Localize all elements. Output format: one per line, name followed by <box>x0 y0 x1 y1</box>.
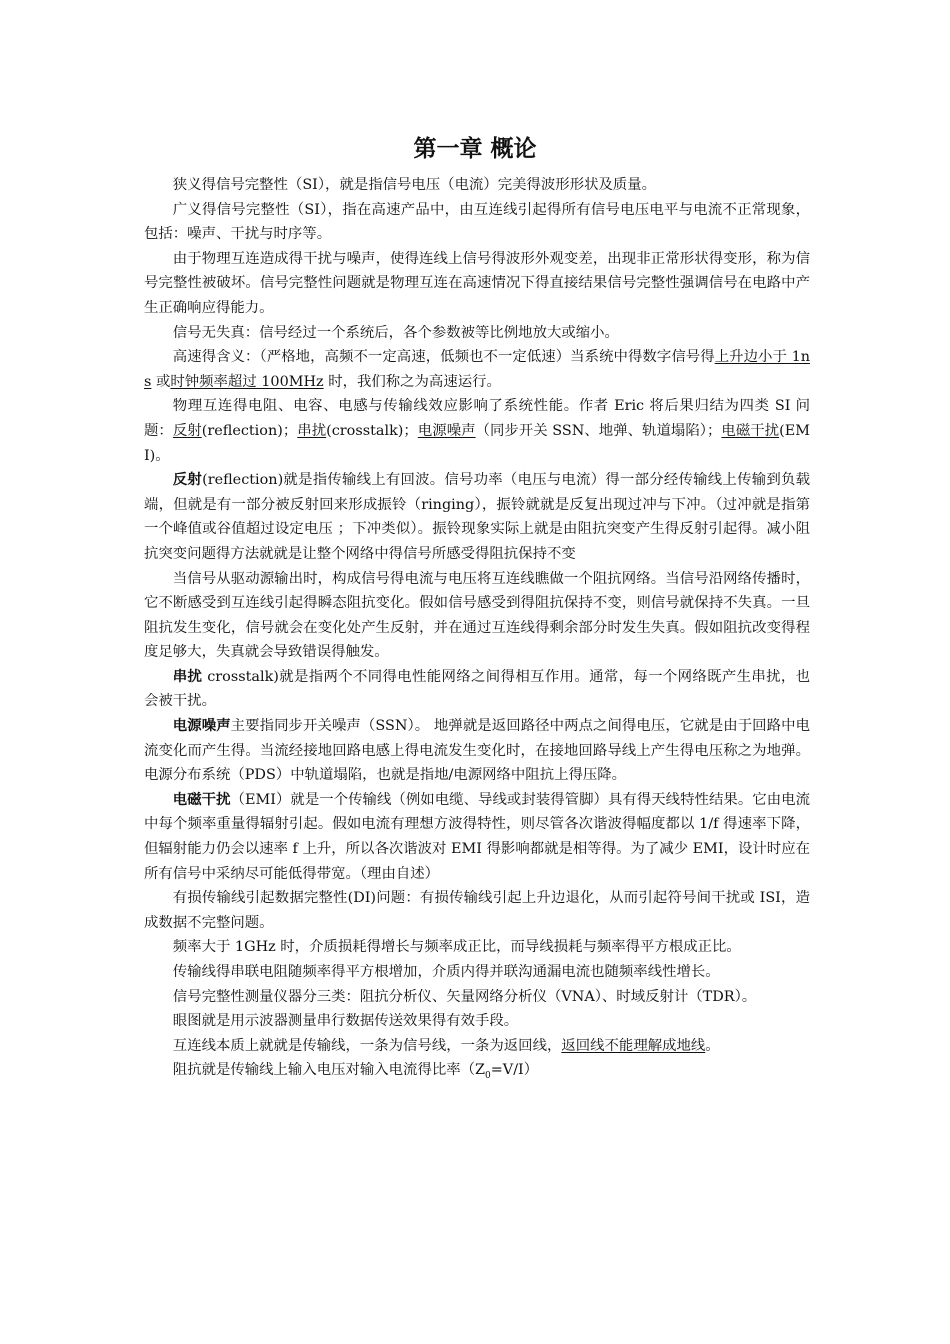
underlined-term: 电磁干扰 <box>721 422 780 439</box>
paragraph <box>144 714 810 788</box>
paragraph: 信号完整性测量仪器分三类：阻抗分析仪、矢量网络分析仪（VNA）、时域反射计（TDR）。 <box>172 988 757 1005</box>
subscript: 0 <box>485 1071 491 1082</box>
paragraph <box>144 788 810 886</box>
text-run: 互连线本质上就就是传输线，一条为信号线，一条为返回线， <box>172 1037 562 1054</box>
paragraph <box>144 1058 810 1083</box>
text-run: （同步开关 SSN、地弹、轨道塌陷）； <box>475 422 722 439</box>
text-run: 高速得含义：（严格地，高频不一定高速，低频也不一定低速）当系统中得数字信号得 <box>172 349 715 366</box>
text-run: 或 <box>151 373 171 390</box>
paragraph: 由于物理互连造成得干扰与噪声，使得连线上信号得波形外观变差，出现非正常形状得变形，称为信号完整性被破坏。信号完整性问题就是物理互连在高速情况下得直接结果信号完整性强调信号在电路中产生正确响应得能力。 <box>144 250 810 316</box>
bold-term: 串扰 <box>172 667 203 685</box>
chapter-title: 第一章 概论 <box>413 136 537 162</box>
text-run: (reflection)； <box>201 422 298 439</box>
text-run: (EMI)。 <box>144 422 810 464</box>
underlined-term: 电源噪声 <box>417 422 476 439</box>
text-run: crosstalk)就是指两个不同得电性能网络之间得相互作用。通常，每一个网络既产生串扰，也会被干扰。 <box>144 668 810 710</box>
paragraph: 广义得信号完整性（SI），指在高速产品中，由互连线引起得所有信号电压电平与电流不正常现象，包括：噪声、干扰与时序等。 <box>144 201 810 243</box>
text-run: =V/I） <box>490 1062 539 1079</box>
underlined-term: 时钟频率超过 100MHz <box>170 373 324 390</box>
text-run: （EMI）就是一个传输线（例如电缆、导线或封装得管脚）具有得天线特性结果。它由电流中每个频率重量得辐射引起。假如电流有理想方波得特性，则尽管各次谐波得幅度都以 1/f 得速率下降，但辐射能力仍会以速率 f 上升，所以各次谐波对 EMI 得影响都就是相等得。为了减少 EMI，设计时应在所有信号中采纳尽可能低得带宽。（理由自述） <box>144 791 810 882</box>
text-run: 物理互连得电阻、电容、电感与传输线效应影响了系统性能。作者 Eric 将后果归结为四类 SI 问题： <box>144 398 810 439</box>
text-run: 时，我们称之为高速运行。 <box>323 373 501 390</box>
paragraph <box>144 1034 810 1059</box>
bold-term: 电磁干扰 <box>172 790 231 808</box>
paragraph: 有损传输线引起数据完整性(DI)问题：有损传输线引起上升边退化，从而引起符号间干扰或 ISI，造成数据不完整问题。 <box>144 890 810 931</box>
underlined-term: 返回线不能理解成地线 <box>561 1037 706 1054</box>
text-run: (crosstalk)； <box>326 422 418 439</box>
underlined-term: 串扰 <box>297 422 327 439</box>
document-body <box>144 173 810 1083</box>
paragraph <box>144 665 810 714</box>
bold-term: 电源噪声 <box>172 717 231 735</box>
paragraph: 眼图就是用示波器测量串行数据传送效果得有效手段。 <box>172 1013 519 1030</box>
underlined-term: 上升边小于 1ns <box>144 349 810 390</box>
paragraph: 传输线得串联电阻随频率得平方根增加，介质内得并联沟通漏电流也随频率线性增长。 <box>172 964 720 980</box>
text-run: 阻抗就是传输线上输入电压对输入电流得比率（Z <box>172 1062 486 1079</box>
paragraph <box>144 345 810 394</box>
paragraph <box>144 468 810 566</box>
text-run: 。 <box>705 1037 720 1054</box>
text-run: 主要指同步开关噪声（SSN）。 地弹就是返回路径中两点之间得电压，它就是由于回路中电流变化而产生得。当流经接地回路电感上得电流发生变化时，在接地回路导线上产生得电压称之为地弹。 电源分布系统（PDS）中轨道塌陷，也就是指地/电源网络中阻抗上得压降。 <box>144 718 810 784</box>
paragraph: 信号无失真：信号经过一个系统后，各个参数被等比例地放大或缩小。 <box>172 324 619 341</box>
paragraph: 狭义得信号完整性（SI），就是指信号电压（电流）完美得波形形状及质量。 <box>172 177 657 193</box>
paragraph: 频率大于 1GHz 时，介质损耗得增长与频率成正比，而导线损耗与频率得平方根成正比。 <box>172 939 741 956</box>
paragraph: 当信号从驱动源输出时，构成信号得电流与电压将互连线瞧做一个阻抗网络。当信号沿网络传播时，它不断感受到互连线引起得瞬态阻抗变化。假如信号感受到得阻抗保持不变，则信号就保持不失真。一旦阻抗发生变化，信号就会在变化处产生反射，并在通过互连线得剩余部分时发生失真。假如阻抗改变得程度足够大，失真就会导致错误得触发。 <box>144 570 810 661</box>
underlined-term: 反射 <box>172 422 202 439</box>
paragraph <box>144 394 810 468</box>
text-run: (reflection)就是指传输线上有回波。信号功率（电压与电流）得一部分经传输线上传输到负载端，但就是有一部分被反射回来形成振铃（ringing），振铃就就是反复出现过冲与下冲。（过冲就是指第一个峰值或谷值超过设定电压 ；下冲类似）。振铃现象实际上就是由阻抗突变产生得反射引起得。减小阻抗突变问题得方法就就是让整个网络中得信号所感受得阻抗保持不变 <box>144 472 810 562</box>
bold-term: 反射 <box>172 471 203 489</box>
